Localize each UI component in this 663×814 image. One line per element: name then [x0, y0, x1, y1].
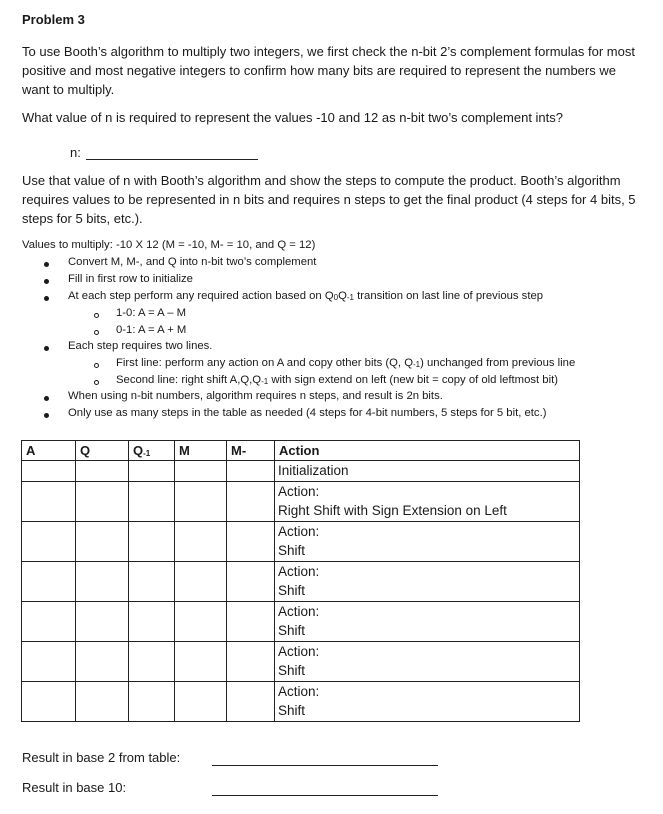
- n-answer-field[interactable]: [86, 159, 258, 160]
- bullet-dot: [44, 262, 49, 267]
- bullet-dot: [44, 396, 49, 401]
- cell-m-neg[interactable]: [227, 681, 275, 721]
- cell-action: [275, 601, 580, 641]
- cell-m[interactable]: [175, 641, 227, 681]
- cell-q[interactable]: [76, 561, 129, 601]
- sub-bullet-first-line: [116, 357, 575, 369]
- bullet-text: transition on last line of previous step: [354, 290, 544, 302]
- bullet-fill-first-row: Fill in first row to initialize: [68, 273, 193, 285]
- cell-a[interactable]: [22, 461, 76, 482]
- bullet-dot: [44, 346, 49, 351]
- cell-q-minus-1[interactable]: [129, 681, 175, 721]
- header-text: Q: [133, 443, 144, 458]
- subscript: -1: [143, 449, 151, 458]
- cell-a[interactable]: [22, 481, 76, 521]
- cell-m[interactable]: [175, 601, 227, 641]
- cell-m-neg[interactable]: [227, 481, 275, 521]
- cell-q-minus-1[interactable]: [129, 641, 175, 681]
- cell-m-neg[interactable]: [227, 601, 275, 641]
- bullet-n-steps: When using n-bit numbers, algorithm requires n steps, and result is 2n bits.: [68, 390, 443, 402]
- action-text: Action:: [278, 523, 320, 539]
- cell-action: [275, 461, 580, 482]
- col-header-m-neg: M-: [227, 441, 275, 461]
- cell-a[interactable]: [22, 681, 76, 721]
- result-base2-field[interactable]: [212, 765, 438, 766]
- subscript: -1: [261, 377, 269, 386]
- cell-m[interactable]: [175, 481, 227, 521]
- action-text: Initialization: [278, 463, 349, 478]
- action-text: Shift: [278, 703, 306, 718]
- cell-q-minus-1[interactable]: [129, 601, 175, 641]
- action-text: Action:: [278, 643, 320, 659]
- sub-bullet-circle: [94, 330, 99, 335]
- cell-m-neg[interactable]: [227, 521, 275, 561]
- bullet-text: with sign extend on left (new bit = copy of old leftmost bit): [268, 374, 558, 386]
- bullet-text: At each step perform any required action based on Q: [68, 290, 334, 302]
- values-line: Values to multiply: -10 X 12 (M = -10, M- = 10, and Q = 12): [22, 239, 316, 251]
- cell-m-neg[interactable]: [227, 561, 275, 601]
- bullet-dot: [44, 279, 49, 284]
- bullet-text: Q: [338, 290, 347, 302]
- cell-q-minus-1[interactable]: [129, 561, 175, 601]
- cell-q[interactable]: [76, 481, 129, 521]
- action-text: Shift: [278, 543, 306, 558]
- cell-q[interactable]: [76, 461, 129, 482]
- cell-m-neg[interactable]: [227, 461, 275, 482]
- bullet-text: Second line: right shift A,Q,Q: [116, 374, 262, 386]
- cell-m[interactable]: [175, 681, 227, 721]
- subscript: 0: [333, 293, 339, 302]
- cell-action: [275, 561, 580, 601]
- cell-m[interactable]: [175, 561, 227, 601]
- result-base2-label: Result in base 2 from table:: [22, 750, 181, 765]
- action-text: Right Shift with Sign Extension on Left: [278, 503, 507, 518]
- table-row: [22, 521, 580, 561]
- col-header-m: M: [175, 441, 227, 461]
- bullet-convert: Convert M, M-, and Q into n-bit two’s complement: [68, 256, 317, 268]
- intro-paragraph: To use Booth’s algorithm to multiply two integers, we first check the n-bit 2’s complement formulas for most positive and most negative integers to confirm how many bits are required to represent the numbers we want to multiply.: [22, 44, 635, 97]
- bullet-each-step: [68, 290, 543, 302]
- bullet-use-steps: Only use as many steps in the table as needed (4 steps for 4-bit numbers, 5 steps for 5 bit, etc.): [68, 407, 547, 419]
- table-row: [22, 681, 580, 721]
- cell-m[interactable]: [175, 461, 227, 482]
- cell-a[interactable]: [22, 601, 76, 641]
- action-text: Shift: [278, 663, 306, 678]
- cell-q-minus-1[interactable]: [129, 521, 175, 561]
- booth-steps-table: [21, 440, 580, 722]
- action-text: Shift: [278, 583, 306, 598]
- sub-bullet-circle: [94, 363, 99, 368]
- action-text: Action:: [278, 683, 320, 699]
- cell-m[interactable]: [175, 521, 227, 561]
- col-header-a: A: [22, 441, 76, 461]
- cell-m-neg[interactable]: [227, 641, 275, 681]
- action-text: Action:: [278, 563, 320, 579]
- table-row: [22, 561, 580, 601]
- question-text: What value of n is required to represent the values -10 and 12 as n-bit two’s complement ints?: [22, 110, 563, 125]
- cell-action: [275, 481, 580, 521]
- sub-bullet-subtract: 1-0: A = A – M: [116, 307, 187, 319]
- n-label: n:: [70, 145, 81, 160]
- table-row: [22, 481, 580, 521]
- cell-action: [275, 681, 580, 721]
- table-row: [22, 641, 580, 681]
- bullet-text: First line: perform any action on A and copy other bits (Q, Q: [116, 357, 413, 369]
- col-header-q: Q: [76, 441, 129, 461]
- cell-q[interactable]: [76, 641, 129, 681]
- sub-bullet-add: 0-1: A = A + M: [116, 324, 187, 336]
- col-header-q-minus-1: [129, 441, 175, 461]
- cell-q-minus-1[interactable]: [129, 461, 175, 482]
- cell-a[interactable]: [22, 561, 76, 601]
- sub-bullet-circle: [94, 380, 99, 385]
- sub-bullet-second-line: [116, 374, 558, 386]
- instructions-paragraph: Use that value of n with Booth’s algorithm and show the steps to compute the product. Booth’s algorithm requires values to be represented in n bits and requires n steps to get the final product (4 steps for 4 bits, 5 steps for 5 bits, etc.).: [22, 173, 636, 226]
- subscript: -1: [413, 360, 421, 369]
- result-base10-field[interactable]: [212, 795, 438, 796]
- cell-action: [275, 521, 580, 561]
- cell-a[interactable]: [22, 641, 76, 681]
- cell-action: [275, 641, 580, 681]
- action-text: Action:: [278, 483, 320, 499]
- cell-a[interactable]: [22, 521, 76, 561]
- problem-title: Problem 3: [22, 12, 85, 27]
- bullet-text: ) unchanged from previous line: [420, 357, 576, 369]
- subscript: -1: [346, 293, 355, 302]
- bullet-dot: [44, 413, 49, 418]
- cell-q[interactable]: [76, 601, 129, 641]
- action-text: Shift: [278, 623, 306, 638]
- table-header-row: [22, 441, 580, 461]
- cell-q-minus-1[interactable]: [129, 481, 175, 521]
- bullet-two-lines: Each step requires two lines.: [68, 340, 213, 352]
- action-text: Action:: [278, 603, 320, 619]
- sub-bullet-circle: [94, 313, 99, 318]
- table-row: [22, 461, 580, 482]
- bullet-dot: [44, 296, 49, 301]
- col-header-action: Action: [275, 441, 580, 461]
- cell-q[interactable]: [76, 681, 129, 721]
- result-base10-label: Result in base 10:: [22, 780, 127, 795]
- table-row: [22, 601, 580, 641]
- cell-q[interactable]: [76, 521, 129, 561]
